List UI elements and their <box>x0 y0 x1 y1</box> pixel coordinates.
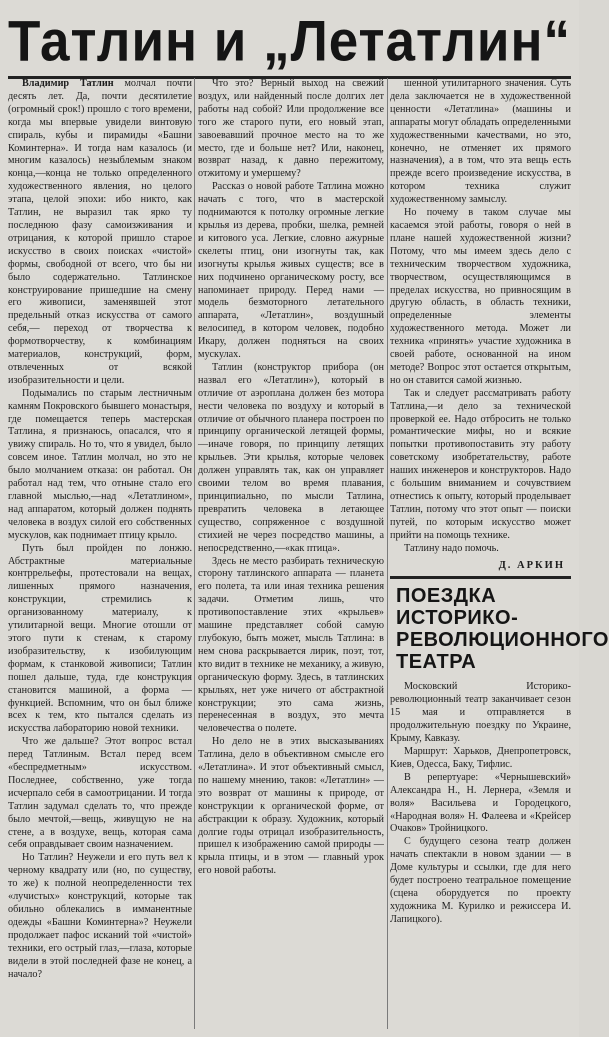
author-signature: Д. АРКИН <box>498 559 565 571</box>
article-paragraph: Владимир Татлин молчал почти десять лет. Да, почти десятилетие (огромный срок!) прошло с того времени, когда мы впервые увидели винтовую спираль, кубы и пирамиды «Башни Коминтерна». И тогда нам казалось (и многим казалось) незыблемым знаком конца,—конца не только определенного художественного явления, но целого этапа, целой эпохи: ибо никто, как Татлин, не выразил так ярко ту последнюю фазу самоизживания и отрицания, к которой пришло старое искусство в своих поисках «чистой» формы, свободной от всего, что бы ни было содержательно. Татлинское конструирование пришедшие на смену его живописи, заменявшей этот предельный отказ искусства от самого себя,— переход от творчества к формотворчеству, к комбинациям материалов, конструкций, форм, отвлеченных от всякой изобразительности и цели. <box>8 78 192 386</box>
headline: Татлин и „Летатлин“ <box>8 9 572 73</box>
article-paragraph: Подымались по старым лестничным камням Покровского бывшего монастыря, где помещается теперь мастерская Татлина, я признаюсь, опасался, что я увижу спираль. Но то, что я увидел, было совсем иное. Татлин молчал, но это не было молчанием отказа: он работал. Он работал над тем, что отныне стало его главной мыслью,—над «Летатлином», над аппаратом, который должен поднять человека в воздух силой его собственных мускулов, как поднимает птицу крыло. <box>8 387 192 541</box>
article-column-2 <box>198 78 384 1029</box>
article-paragraph: Но Татлин? Неужели и его путь вел к черному квадрату или (но, по существу, то же) к полной неопределенности тех «лучистых» конструкций, которые так обильно облекались в имманентные одежды «Башни Коминтерна»? Неужели продолжает пафос исканий той «чистой» техники, его острый глаз,—глаза, которые видели в этой последней фазе не конец, а начало? <box>8 852 192 980</box>
article-paragraph: Рассказ о новой работе Татлина можно начать с того, что в мастерской поднимаются к потолку огромные легкие крылья из дерева, пробки, шелка, ремней и китового уса. Легкие, словно ажурные скелеты птиц, они изогнуты так, как изогнуты крылья живых существ; все в них подчинено органическому росту, все напоминает природу. Перед нами — модель безмоторного летательного аппарата, «Летатлин», воздушный велосипед, в котором человек, подобно Икару, должен подняться на своих мускулах. <box>198 181 384 361</box>
sidebar-paragraph: С будущего сезона театр должен начать спектакли в новом здании — в Доме культуры и ссылки, где для него будет построено театральное помещение (сцена оборудуется по проекту художника М. Курилко и режиссера И. Лапицкого). <box>390 836 571 925</box>
sidebar-title: ПОЕЗДКА ИСТОРИКО-РЕВОЛЮЦИОННОГО ТЕАТРА <box>396 585 609 674</box>
article-paragraph: Что это? Верный выход на свежий воздух, или найденный после долгих лет работы над собой? Или продолжение все того же старого пути, его новый этап, завоевавший прочное место на то же место, где и больше нет? Или, наконец, возврат назад, к давно пережитому, отжитому и умершему? <box>198 78 384 180</box>
article-paragraph: Путь был пройден по лонжю. Абстрактные материальные контррельефы, протестовали на вещах, лишенных прямого назначения, конструкции, стремились к организованному материалу, к утилитарной вещи. Многие отошли от этого пути к стенам, к старому изобразительству, к изобилующим формам, к станковой живописи; Татлин пошел дальше, туда, где конструкция становится машиной, а форма — функцией. Вспомним, что он был ближе всех к тем, кто пытался сделать из искусства лабораторию новой техники. <box>8 542 192 735</box>
article-paragraph: Но почему в таком случае мы касаемся этой работы, говоря о ней в плане нашей художественной жизни? Потому, что мы имеем здесь дело с техническим творчеством художника, творчеством, осуществляющимся в пределах искусства, но привносящим в другую область, в область техники, определенные элементы художественного метода. Может ли техника «принять» участие художника в своей работе, основанной на ином методе? Вопрос этот остается открытым, но он ставится самой жизнью. <box>390 207 571 386</box>
section-divider <box>390 576 571 579</box>
article-column-1 <box>8 78 192 1029</box>
sidebar-article <box>390 681 571 926</box>
article-column-3 <box>390 78 609 1029</box>
article-paragraph: Татлин (конструктор прибора (он назвал его «Летатлин»), который в отличие от аэроплана должен без мотора нести человека по воздуху и который в отличие от обычного планера построен по принципу органической летящей формы,—иначе говоря, по принципу летящих крыльев. Эти крылья, которые человек должен управлять так, как он управляет своими телом во время плавания, принципиально, по мысли Татлина, превратить человека в летающее существо, сопряженное с воздушной стихией не через посредство машины, а непосредственно,—«как птица». <box>198 361 384 554</box>
article-paragraph: Что же дальше? Этот вопрос встал перед Татлиным. Встал перед всем «беспредметным» искусством. Последнее, собственно, уже тогда исчерпало себя в самоотрицании. И тогда Татлин задумал сделать то, что прежде было мечтой,—вещь, живущую не на стене, а в воздухе, вещь, которая сама себя оправдывает своим назначением. <box>8 736 192 851</box>
sidebar-paragraph: В репертуаре: «Чернышевский» Александра Н., Н. Лернера, «Земля и воля» Васильева и Городецкого, «Народная воля» Н. Фалеева и «Крейсер Очаков» Тройницкого. <box>390 771 571 835</box>
article-paragraph: Здесь не место разбирать техническую сторону татлинского аппарата — планета его полета, та или иная техника решения задачи. Отметим лишь, что противопоставление этих «крыльев» машине представляет собой самую глубокую, быть может, мысль Татлина: в нем снова раскрывается лирик, поэт, тот, кто видит в технике не механику, а живую, органическую форму. Здесь, в татлинских крыльях, нет уже ничего от абстрактной конструкции; это сама жизнь, перенесенная в воздух, это мечта человечества о полете. <box>198 555 384 735</box>
sidebar-paragraph: Московский Историко-революционный театр заканчивает сезон 15 мая и отправляется в продолжительную поездку по Украине, Крыму, Кавказу. <box>390 681 571 745</box>
sidebar-paragraph: Маршрут: Харьков, Днепропетровск, Киев, Одесса, Баку, Тифлис. <box>390 745 571 770</box>
lead-name: Владимир Татлин <box>22 78 114 89</box>
column-divider <box>387 78 388 1029</box>
article-paragraph: Но дело не в этих высказываниях Татлина, дело в объективном смысле его «Летатлина». И этот объективный смысл, по нашему мнению, таков: «Летатлин» — это возврат от машины к природе, от конструкции к органической форме, от абстракции к образу. Художник, который долгие годы отрицал изобразительность, пришел к изображению самой природы — крыла птицы, и в этом — главный урок его новой работы. <box>198 736 384 877</box>
article-paragraph: шенной утилитарного значения. Суть дела заключается не в художественной ценности «Летатлина» (машины и аппараты могут обладать определенными художественными качествами, но это, конечно, не отменяет их прямого назначения), а в том, что эта вещь есть прежде всего произведение искусства, в котором техника служит художественному замыслу. <box>390 78 571 206</box>
column-divider <box>194 78 195 1029</box>
headline-block <box>8 6 571 79</box>
article-paragraph: Так и следует рассматривать работу Татлина,—и дело за технической проверкой ее. Надо отбросить не только романтические мифы, но и всякие попытки противопоставить эту работу советскому изобретательству, работе наших инженеров и конструкторов. Надо с большим вниманием и сочувствием отнестись к опыту, который проделывает Татлин, потому что этот опыт — поиски путей, по которым искусство может прийти на помощь технике. <box>390 387 571 541</box>
article-paragraph: Татлину надо помочь. <box>404 542 499 554</box>
